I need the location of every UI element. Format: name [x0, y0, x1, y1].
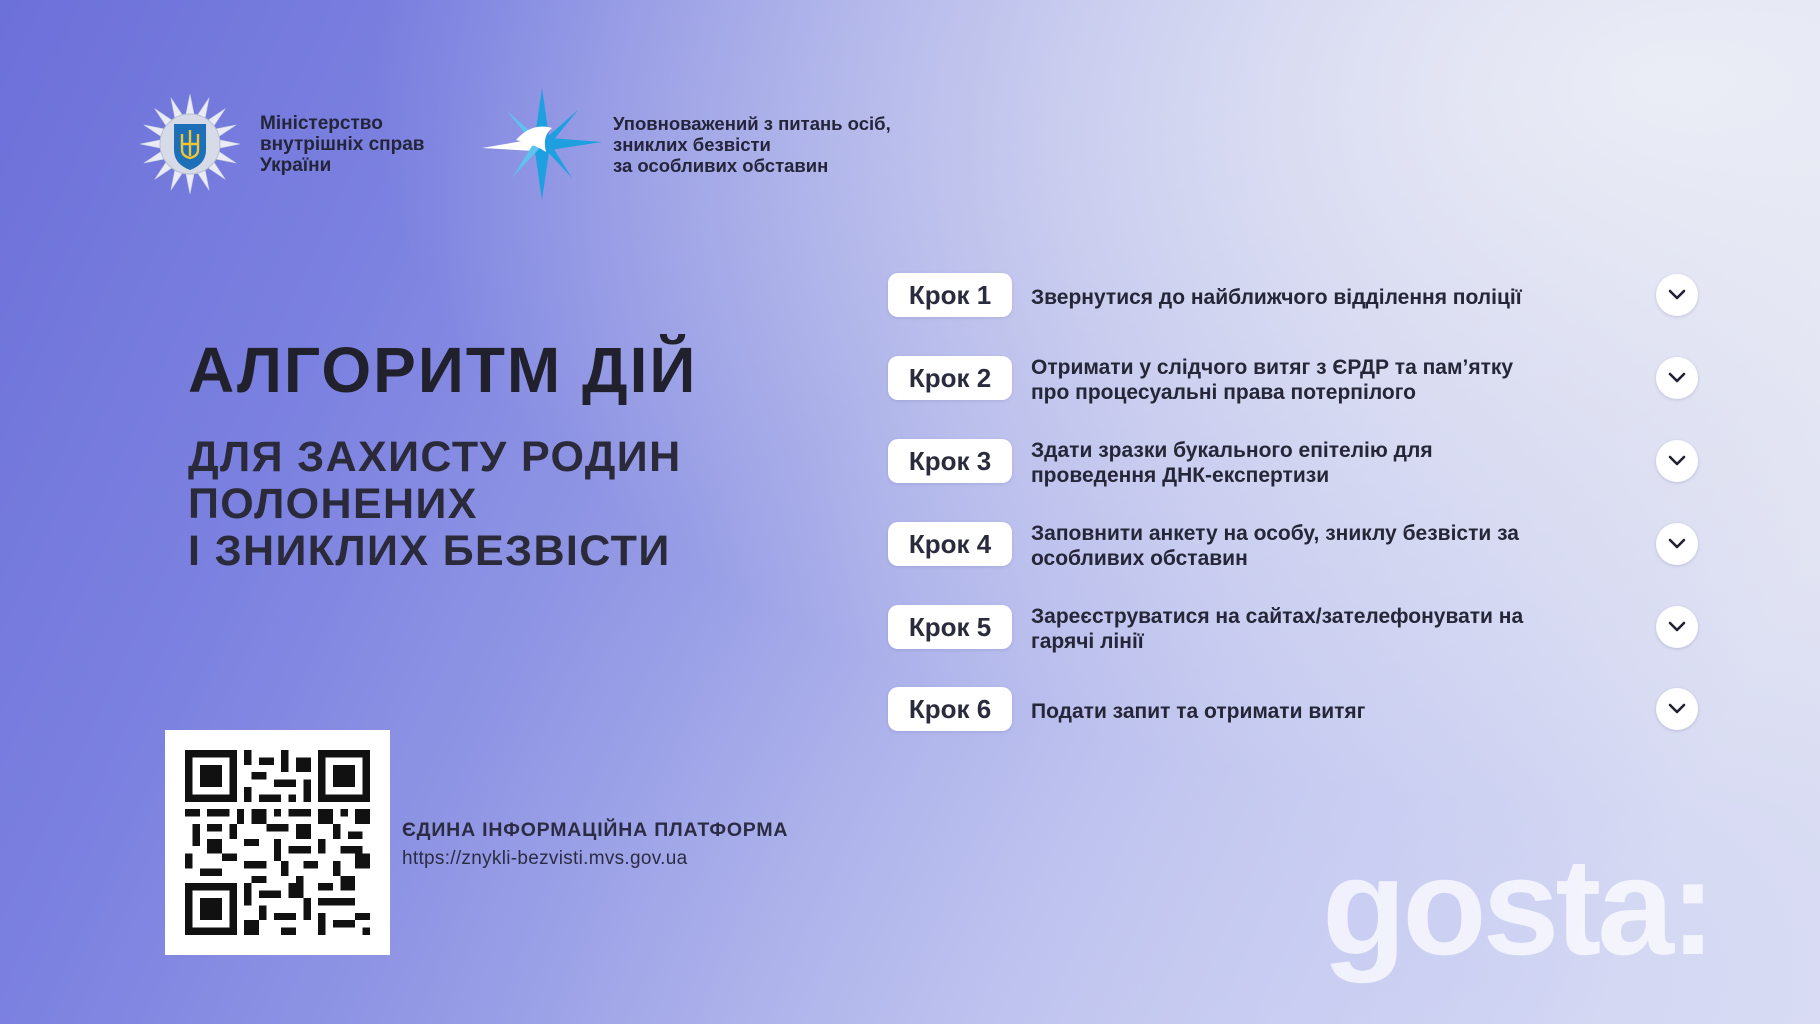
step-badge: Крок 3	[888, 439, 1012, 483]
step-badge: Крок 4	[888, 522, 1012, 566]
step-badge: Крок 5	[888, 605, 1012, 649]
step-text: Зареєструватися на сайтах/зателефонувати на гарячі лінії	[1031, 605, 1524, 653]
step-item[interactable]	[888, 269, 1704, 325]
step-item[interactable]	[888, 518, 1704, 574]
step-text: Отримати у слідчого витяг з ЄРДР та пам’ятку про процесуальні права потерпілого	[1031, 356, 1514, 404]
step-text: Заповнити анкету на особу, зниклу безвісти за особливих обставин	[1031, 522, 1519, 570]
watermark-logo: gosta:	[1322, 830, 1712, 984]
qr-code-icon	[185, 750, 370, 935]
step-expand-button[interactable]	[1656, 274, 1698, 316]
chevron-down-icon	[1668, 289, 1686, 301]
step-item[interactable]	[888, 352, 1704, 408]
subtitle-line: ДЛЯ ЗАХИСТУ РОДИН	[188, 433, 682, 481]
ministry-name-line: України	[260, 155, 332, 176]
platform-link[interactable]: https://znykli-bezvisti.mvs.gov.ua	[402, 848, 688, 869]
page-title: АЛГОРИТМ ДІЙ	[188, 334, 698, 406]
step-expand-button[interactable]	[1656, 440, 1698, 482]
platform-title: ЄДИНА ІНФОРМАЦІЙНА ПЛАТФОРМА	[402, 819, 789, 841]
step-badge: Крок 2	[888, 356, 1012, 400]
commissioner-name-line: за особливих обставин	[613, 155, 829, 176]
commissioner-name-line: зниклих безвісти	[613, 134, 771, 155]
chevron-down-icon	[1668, 703, 1686, 715]
ministry-name-line: внутрішніх справ	[260, 134, 425, 155]
step-item[interactable]	[888, 683, 1704, 739]
step-expand-button[interactable]	[1656, 357, 1698, 399]
step-text: Подати запит та отримати витяг	[1031, 699, 1366, 723]
ministry-emblem-icon	[138, 92, 242, 196]
step-text: Звернутися до найближчого відділення поліції	[1031, 285, 1522, 309]
chevron-down-icon	[1668, 621, 1686, 633]
step-item[interactable]	[888, 601, 1704, 657]
page-subtitle	[188, 434, 682, 575]
step-item[interactable]	[888, 435, 1704, 491]
ministry-name-line: Міністерство	[260, 113, 383, 134]
subtitle-line: І ЗНИКЛИХ БЕЗВІСТИ	[188, 527, 671, 575]
step-text: Здати зразки букального епітелію для проведення ДНК-експертизи	[1031, 439, 1433, 487]
ministry-name	[260, 113, 424, 176]
commissioner-name	[613, 113, 891, 176]
chevron-down-icon	[1668, 455, 1686, 467]
qr-code[interactable]	[165, 730, 390, 955]
commissioner-name-line: Уповноважений з питань осіб,	[613, 113, 891, 134]
step-badge: Крок 6	[888, 687, 1012, 731]
chevron-down-icon	[1668, 372, 1686, 384]
chevron-down-icon	[1668, 538, 1686, 550]
step-badge: Крок 1	[888, 273, 1012, 317]
step-expand-button[interactable]	[1656, 688, 1698, 730]
step-expand-button[interactable]	[1656, 523, 1698, 565]
subtitle-line: ПОЛОНЕНИХ	[188, 480, 478, 528]
commissioner-star-icon	[480, 84, 604, 204]
step-expand-button[interactable]	[1656, 606, 1698, 648]
